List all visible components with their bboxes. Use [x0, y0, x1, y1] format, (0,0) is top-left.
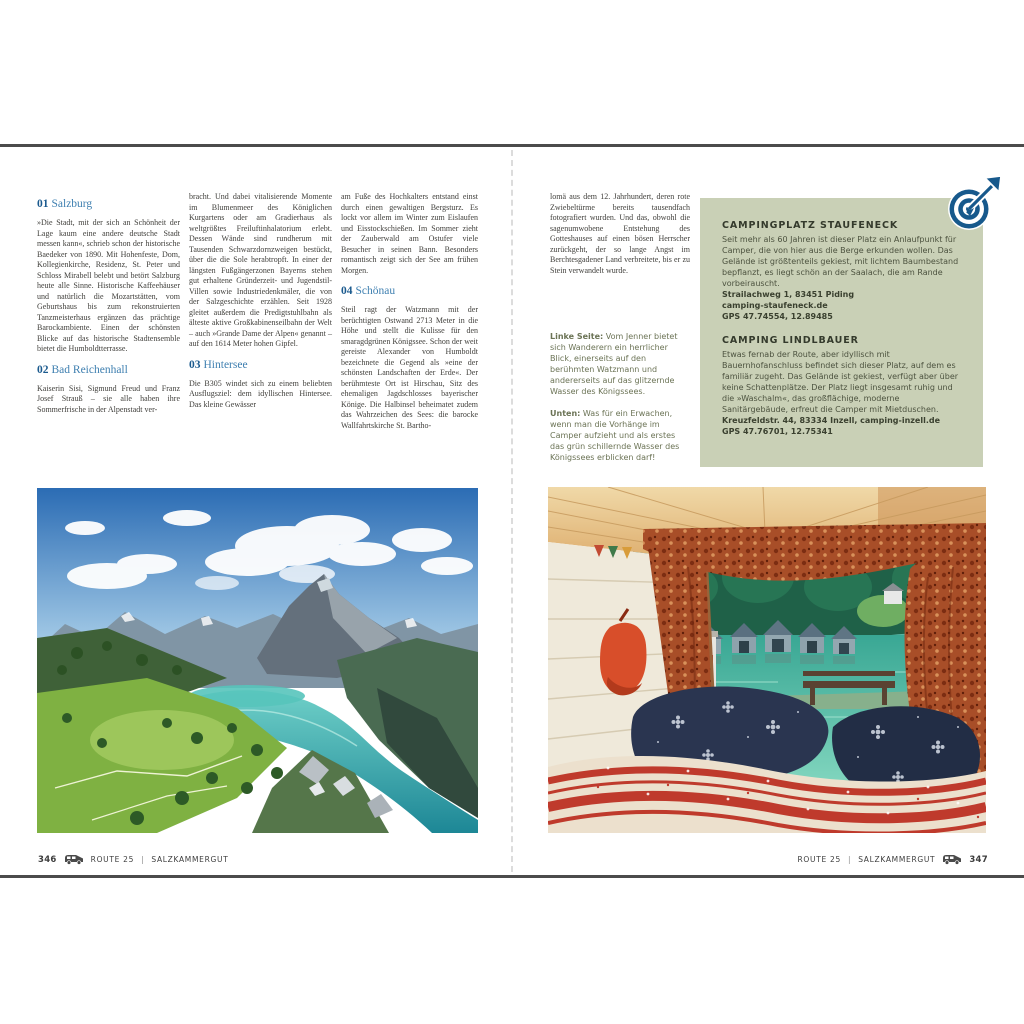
- section-number: 04: [341, 285, 353, 297]
- camper-van-icon: [64, 854, 84, 865]
- campsite-info-box: [700, 198, 983, 467]
- photo-camper-interior-lake-view: [548, 487, 986, 833]
- campsite-address: Strailachweg 1, 83451 Piding: [722, 290, 855, 299]
- section-number: 03: [189, 358, 201, 371]
- body-paragraph: lomä aus dem 12. Jahrhundert, deren rote Zwiebeltürme bereits tausendfach fotografiert wurden. Und das, obwohl die sagenumwobene Entstehung des Gotteshauses auf einen bösen Herrscher zurückgeht, der so lange Angst im Berchtesgadener Land verbreitete, bis er zu Stein verwandelt wurde.: [550, 192, 690, 275]
- left-column-3: [341, 192, 478, 440]
- footer-route: ROUTE 25: [797, 855, 841, 864]
- campsite-entry-staufeneck: [722, 220, 963, 322]
- footer-route: ROUTE 25: [90, 855, 135, 864]
- right-column-1: [550, 192, 690, 285]
- section-heading-hintersee: [189, 359, 332, 372]
- body-paragraph: »Die Stadt, mit der sich an Schönheit der Lage kaum eine andere deutsche Stadt messen kann«, schrieb schon der historische Baedeker von 1890. Mit Hohenfeste, Dom, Kollegienkirche, Residenz, St. Peter und Schloss Mirabell belebt und betört Salzburg heute alle Sinne. Historische Kaffeehäuser und natürlich die Mozartstätten, vom Geburtshaus bis zum rekonstruierten Tanzmeisterhaus ergänzen das prächtige Barockambiente. Einen der schönsten Blicke auf das historische Stadtensemble bietet die Humboldtterrasse.: [37, 218, 180, 353]
- page-fold-line: [511, 150, 513, 872]
- body-paragraph: bracht. Und dabei vitalisierende Momente im Blumenmeer des Königlichen Kurgartens oder am Gradierhaus als weltgrößtes Freiluftinhalatorium erlebt. Dessen Wände sind rundherum mit Tausenden Schwarzdornzweigen bestückt, über die die Sole herabtropft. In einer der längsten Fußgängerzonen Bayerns stehen gut erhaltene Gründerzeit- und Jugendstil-Villen sowie Industriedenkmäler, die von der Salzgeschichte erzählen. Seit 1928 gleitet außerdem die Predigtstuhlbahn als älteste aktive Großkabinenseilbahn der Welt – auch »Grande Dame der Alpen« genannt – auf den 1614 Meter hohen Gipfel.: [189, 192, 332, 348]
- campsite-description: Etwas fernab der Route, aber idyllisch mit Bauernhofanschluss befindet sich dieser Platz, auf dem es familiär zugeht. Das Gelände ist gekiest, verfügt aber über keine Schattenplätze. Der Platz liegt insgesamt ruhig und die »Waschalm«, das großflächige, moderne Sanitärgebäude, erfreut die Camper mit Mietduschen.: [722, 350, 959, 414]
- footer-right: [798, 854, 988, 865]
- footer-separator: |: [141, 855, 145, 864]
- campsite-description: Seit mehr als 60 Jahren ist dieser Platz ein Anlaufpunkt für Camper, die von hier aus die Berge erkunden wollen. Das Gelände ist größtenteils gekiest, mit lichtem Baumbestand bepflanzt, es liegt schön an der Saalach, die am Rande vorbeirauscht.: [722, 235, 959, 288]
- campsite-title: CAMPING LINDLBAUER: [722, 335, 859, 346]
- page-number: 346: [38, 854, 57, 865]
- left-column-1: [37, 198, 180, 424]
- section-title: Salzburg: [51, 198, 93, 210]
- body-paragraph: am Fuße des Hochkalters entstand einst durch einen gewaltigen Bergsturz. Es lockt vor allem im Winter zum Eislaufen und Eisstockschießen. Im Sommer zieht der Zauberwald am Ostufer viele Besucher in seinen Bann. Besonders romantisch zeigt sich der See am frühen Morgen.: [341, 192, 478, 275]
- body-paragraph: Kaiserin Sisi, Sigmund Freud und Franz Josef Strauß – sie alle haben ihre Sommerfrische in der Alpenstadt ver-: [37, 383, 180, 414]
- campsite-address: Kreuzfeldstr. 44, 83334 Inzell, camping-inzell.de: [722, 416, 941, 425]
- section-heading-salzburg: [37, 198, 180, 211]
- campsite-gps: GPS 47.76701, 12.75341: [722, 427, 833, 436]
- footer-region: SALZKAMMERGUT: [151, 855, 229, 864]
- bottom-rule: [0, 875, 1024, 878]
- footer-separator: |: [847, 855, 852, 864]
- section-heading-schoenau: [341, 285, 478, 298]
- body-paragraph: Die B305 windet sich zu einem beliebten Ausflugsziel: dem idyllischen Hintersee. Das kleine Gewässer: [189, 378, 332, 409]
- section-title: Hintersee: [203, 358, 248, 371]
- section-number: 02: [37, 363, 49, 376]
- left-column-2: [189, 192, 332, 419]
- photo-captions: [550, 331, 690, 474]
- campsite-website: camping-staufeneck.de: [722, 301, 828, 310]
- footer-left: [38, 854, 228, 865]
- caption-label: Unten:: [550, 409, 581, 418]
- caption-left-page: Linke Seite: Vom Jenner bietet sich Wanderern ein herrlicher Blick, einerseits auf den berühmten Watzmann und andererseits auf das glitzernde Wasser des Königssees.: [550, 332, 678, 396]
- caption-label: Linke Seite:: [550, 332, 604, 341]
- photo-koenigssee-panorama: [37, 488, 478, 833]
- section-title: Bad Reichenhall: [51, 363, 128, 376]
- body-paragraph: Steil ragt der Watzmann mit der berüchtigten Ostwand 2713 Meter in die Höhe und stellt die Kulisse für den smaragdgrünen Königssee. Schon der weit gereiste Alexander von Humboldt bezeichnete die Gegend als »eine der schönsten Landschaften der Erde«. Der berühmteste Ort ist Hirschau, Sitz des ehemaligen Jagdschlosses bayerischer Könige. Die Halbinsel beheimatet zudem das Wahrzeichen des Sees: die barocke Wallfahrtskirche St. Bartho-: [341, 305, 478, 430]
- section-title: Schönau: [355, 285, 396, 297]
- section-heading-bad-reichenhall: [37, 364, 180, 377]
- top-rule: [0, 144, 1024, 147]
- target-dart-icon: [946, 175, 1002, 231]
- section-number: 01: [37, 198, 49, 210]
- page-number: 347: [969, 854, 988, 865]
- footer-region: SALZKAMMERGUT: [858, 855, 936, 864]
- camper-van-icon: [942, 854, 962, 865]
- caption-below: Unten: Was für ein Erwachen, wenn man die Vorhänge im Camper aufzieht und als erstes das grün schillernde Wasser des Königssees erblicken darf!: [550, 409, 680, 462]
- campsite-title: CAMPINGPLATZ STAUFENECK: [722, 220, 899, 231]
- campsite-entry-lindlbauer: [722, 335, 963, 437]
- campsite-gps: GPS 47.74554, 12.89485: [722, 312, 833, 321]
